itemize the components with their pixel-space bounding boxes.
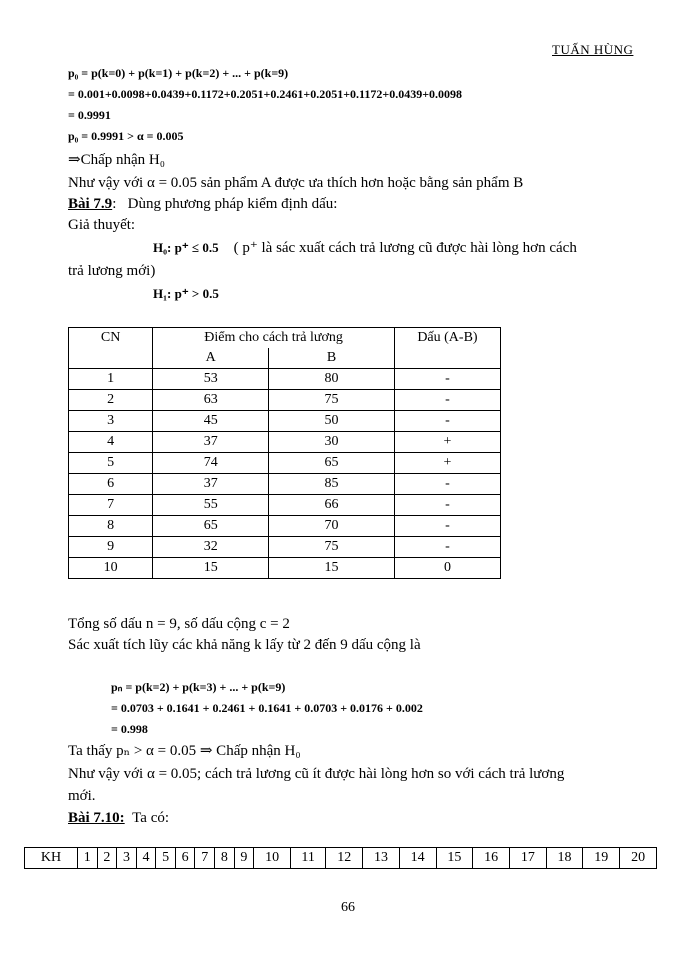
table-row (69, 516, 501, 537)
hypothesis-label: Giả thuyết: (68, 217, 136, 233)
cell-cn: 6 (69, 474, 153, 495)
accept-h0: ⇒Chấp nhận H₀ (68, 152, 165, 168)
table-row (69, 411, 501, 432)
cell-b: 65 (269, 453, 395, 474)
cell-cn: 3 (69, 411, 153, 432)
header-cn-blank (69, 348, 153, 369)
cell-cn: 2 (69, 390, 153, 411)
conclusion-line-2: mới. (68, 788, 96, 804)
cell-kh-label: KH (25, 848, 78, 869)
cell-sign: 0 (394, 558, 500, 579)
eq-pn-values: = 0.0703 + 0.1641 + 0.2461 + 0.1641 + 0.0703 + 0.0176 + 0.002 (111, 701, 423, 715)
cell-sign: - (394, 390, 500, 411)
h0-note: ( p⁺ là sác xuất cách trả lương cũ được hài lòng hơn cách (233, 240, 577, 256)
eq-pn-sum: pₙ = p(k=2) + p(k=3) + ... + p(k=9) (111, 680, 286, 694)
cell-cn: 8 (69, 516, 153, 537)
cell-kh: 4 (136, 848, 156, 869)
eq-p0-values: = 0.001+0.0098+0.0439+0.1172+0.2051+0.2461+0.2051+0.1172+0.0439+0.0098 (68, 87, 463, 101)
conclusion-line-1: Như vậy với α = 0.05; cách trả lương cũ ít được hài lòng hơn so với cách trả lương (68, 766, 565, 782)
header-a: A (153, 348, 269, 369)
cell-kh: 9 (234, 848, 254, 869)
cell-kh: 12 (326, 848, 363, 869)
table-row (69, 432, 501, 453)
cell-cn: 5 (69, 453, 153, 474)
cell-kh: 17 (509, 848, 546, 869)
header-score: Điểm cho cách trả lương (153, 328, 395, 349)
eq-pn-result: = 0.998 (111, 722, 148, 736)
cell-a: 53 (153, 369, 269, 390)
h0-line (153, 238, 577, 258)
table-row (69, 390, 501, 411)
cell-sign: - (394, 537, 500, 558)
exercise-7-9-intro: Dùng phương pháp kiểm định dấu: (127, 196, 338, 212)
cell-cn: 7 (69, 495, 153, 516)
h1-formula: H₁: p⁺ > 0.5 (153, 286, 219, 301)
eq-p0-result: = 0.9991 (68, 108, 111, 122)
table-row (25, 848, 657, 869)
h0-note-continued: trả lương mới) (68, 263, 156, 279)
cell-kh: 8 (215, 848, 235, 869)
cell-b: 66 (269, 495, 395, 516)
cell-b: 80 (269, 369, 395, 390)
cell-kh: 5 (156, 848, 176, 869)
cell-kh: 3 (117, 848, 137, 869)
h0-formula: H₀: p⁺ ≤ 0.5 (153, 240, 219, 255)
exercise-7-9-title: Bài 7.9 (68, 196, 113, 212)
cell-b: 30 (269, 432, 395, 453)
cell-b: 70 (269, 516, 395, 537)
exercise-7-10-title: Bài 7.10: (68, 810, 125, 826)
cumulative-prob-intro: Sác xuất tích lũy các khả năng k lấy từ 2 đến 9 dấu cộng là (68, 637, 421, 653)
cell-b: 15 (269, 558, 395, 579)
table-row (69, 537, 501, 558)
cell-kh: 7 (195, 848, 215, 869)
exercise-7-9-heading (68, 194, 337, 214)
cell-a: 63 (153, 390, 269, 411)
header-sign: Dấu (A-B) (394, 328, 500, 349)
table-row (69, 369, 501, 390)
cell-a: 65 (153, 516, 269, 537)
eq-p0-rhs: p(k=0) + p(k=1) + p(k=2) + ... + p(k=9) (91, 66, 289, 80)
header-cn: CN (69, 328, 153, 349)
cell-sign: + (394, 453, 500, 474)
cell-cn: 10 (69, 558, 153, 579)
cell-sign: - (394, 369, 500, 390)
cell-a: 37 (153, 432, 269, 453)
cell-sign: + (394, 432, 500, 453)
cell-kh: 10 (254, 848, 291, 869)
cell-sign: - (394, 411, 500, 432)
header-b: B (269, 348, 395, 369)
customer-table (24, 847, 657, 869)
cell-b: 75 (269, 537, 395, 558)
conclusion-top: Như vậy với α = 0.05 sản phẩm A được ưa thích hơn hoặc bằng sản phẩm B (68, 175, 524, 191)
sign-test-table (68, 327, 501, 579)
cell-cn: 9 (69, 537, 153, 558)
table-row (69, 474, 501, 495)
cell-kh: 20 (620, 848, 657, 869)
exercise-7-10-heading (68, 808, 169, 828)
cell-kh: 18 (546, 848, 583, 869)
page-header-author: TUẤN HÙNG (552, 42, 634, 57)
cell-b: 75 (269, 390, 395, 411)
table-row (69, 453, 501, 474)
table-row (69, 495, 501, 516)
page-number: 66 (341, 900, 355, 915)
cell-a: 55 (153, 495, 269, 516)
eq-p0-compare: p₀ = 0.9991 > α = 0.005 (68, 129, 184, 143)
cell-a: 37 (153, 474, 269, 495)
cell-kh: 19 (583, 848, 620, 869)
cell-a: 32 (153, 537, 269, 558)
cell-sign: - (394, 474, 500, 495)
cell-kh: 14 (399, 848, 436, 869)
cell-kh: 13 (363, 848, 400, 869)
cell-kh: 1 (78, 848, 98, 869)
cell-a: 74 (153, 453, 269, 474)
cell-a: 45 (153, 411, 269, 432)
exercise-7-9-colon: : (112, 196, 117, 212)
cell-b: 85 (269, 474, 395, 495)
cell-a: 15 (153, 558, 269, 579)
cell-kh: 11 (290, 848, 325, 869)
exercise-7-10-intro: Ta có: (132, 810, 170, 826)
cell-b: 50 (269, 411, 395, 432)
cell-cn: 1 (69, 369, 153, 390)
eq-p0-sum (68, 64, 288, 82)
eq-p0-lhs: p₀ = (68, 66, 92, 80)
cell-sign: - (394, 495, 500, 516)
cell-kh: 2 (97, 848, 117, 869)
see-accept-h0: Ta thấy pₙ > α = 0.05 ⇒ Chấp nhận H₀ (68, 743, 301, 759)
cell-sign: - (394, 516, 500, 537)
cell-kh: 16 (473, 848, 510, 869)
cell-kh: 15 (436, 848, 473, 869)
header-sign-blank (394, 348, 500, 369)
cell-kh: 6 (175, 848, 195, 869)
cell-cn: 4 (69, 432, 153, 453)
table-row (69, 558, 501, 579)
total-signs: Tổng số dấu n = 9, số dấu cộng c = 2 (68, 616, 290, 632)
